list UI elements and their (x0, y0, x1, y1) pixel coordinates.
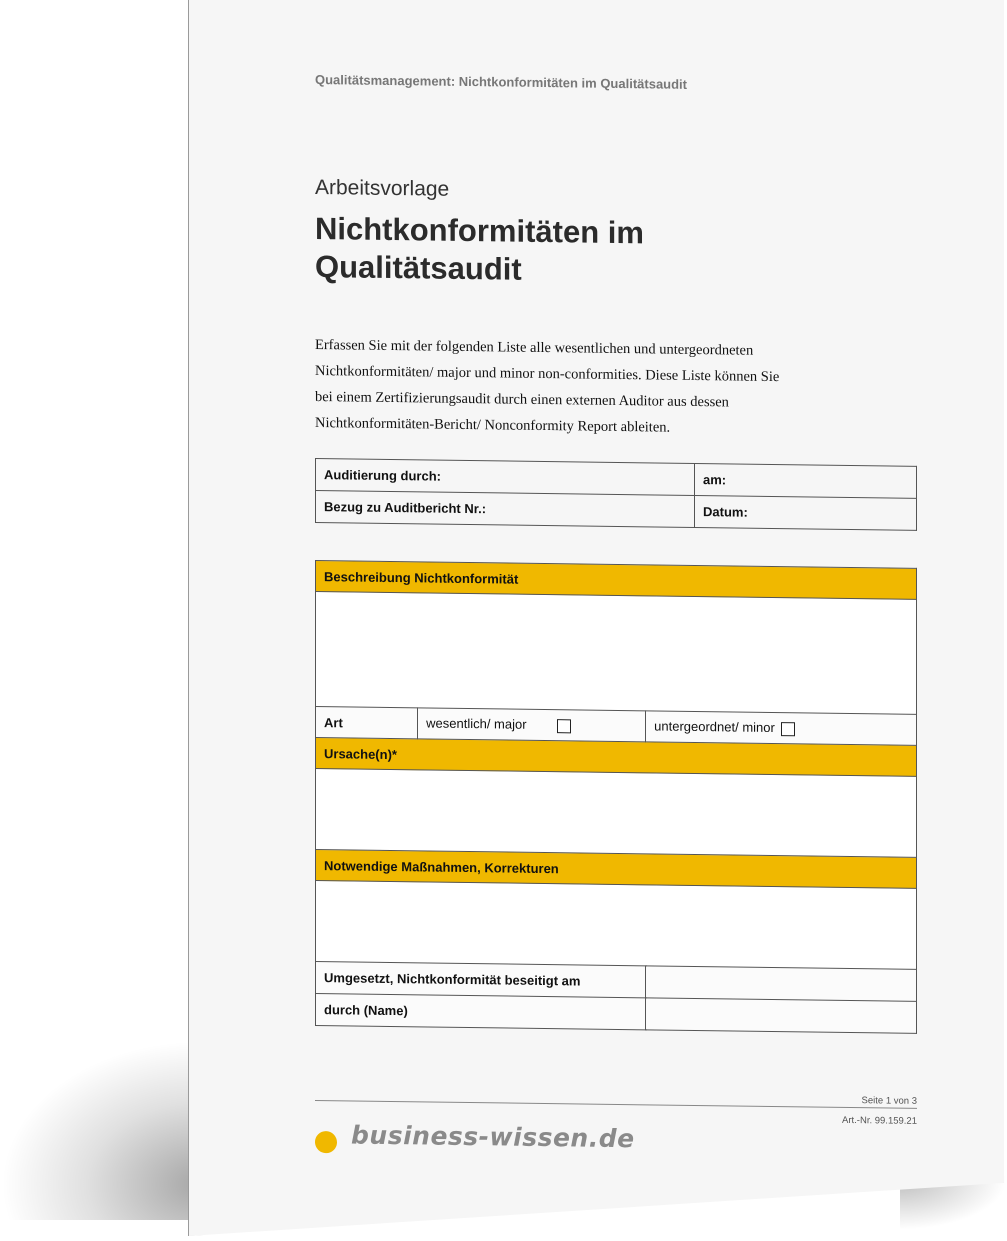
intro-paragraph: Erfassen Sie mit der folgenden Liste alle wesentlichen und untergeordneten Nichtkonformitäten/ major und minor non-conformities. Diese Liste können Sie bei einem Zertifizierungsaudit durch einen externen Auditor aus dessen Nichtkonformitäten-Bericht/ Nonconformity Report ableiten. (315, 337, 780, 436)
audit-meta-table (315, 458, 917, 531)
document-subtitle: Arbeitsvorlage (315, 176, 450, 201)
implemented-label: Umgesetzt, Nichtkonformität beseitigt am (316, 962, 646, 998)
audit-by-field[interactable]: Auditierung durch: (316, 459, 695, 496)
date-field[interactable]: Datum: (695, 495, 917, 530)
major-checkbox[interactable] (557, 719, 571, 733)
cause-header: Ursache(n)* (316, 738, 917, 777)
cause-field[interactable] (316, 769, 917, 858)
page-shadow-left (0, 1040, 200, 1220)
nonconformity-table (315, 560, 917, 1034)
document-title: Nichtkonformitäten im Qualitätsaudit (315, 211, 644, 287)
logo-dot-icon (315, 1131, 337, 1153)
running-header: Qualitätsmanagement: Nichtkonformitäten im Qualitätsaudit (315, 72, 687, 92)
measures-field[interactable] (316, 881, 917, 970)
description-field[interactable] (316, 592, 917, 715)
major-option[interactable] (418, 708, 646, 742)
minor-option[interactable] (646, 711, 917, 746)
minor-label: untergeordnet/ minor (654, 718, 775, 736)
brand-logo: business-wissen.de (351, 1120, 635, 1154)
description-header: Beschreibung Nichtkonformität (316, 561, 917, 600)
article-number: Art.-Nr. 99.159.21 (842, 1114, 917, 1127)
type-label: Art (316, 707, 418, 739)
implemented-date-field[interactable] (646, 966, 917, 1002)
measures-header: Notwendige Maßnahmen, Korrekturen (316, 850, 917, 889)
by-name-field[interactable] (646, 998, 917, 1034)
by-name-label: durch (Name) (316, 994, 646, 1030)
page-number: Seite 1 von 3 (861, 1095, 917, 1107)
report-ref-field[interactable]: Bezug zu Auditbericht Nr.: (316, 491, 695, 528)
major-label: wesentlich/ major (426, 715, 527, 732)
minor-checkbox[interactable] (781, 722, 795, 736)
audit-date-field[interactable]: am: (695, 463, 917, 498)
